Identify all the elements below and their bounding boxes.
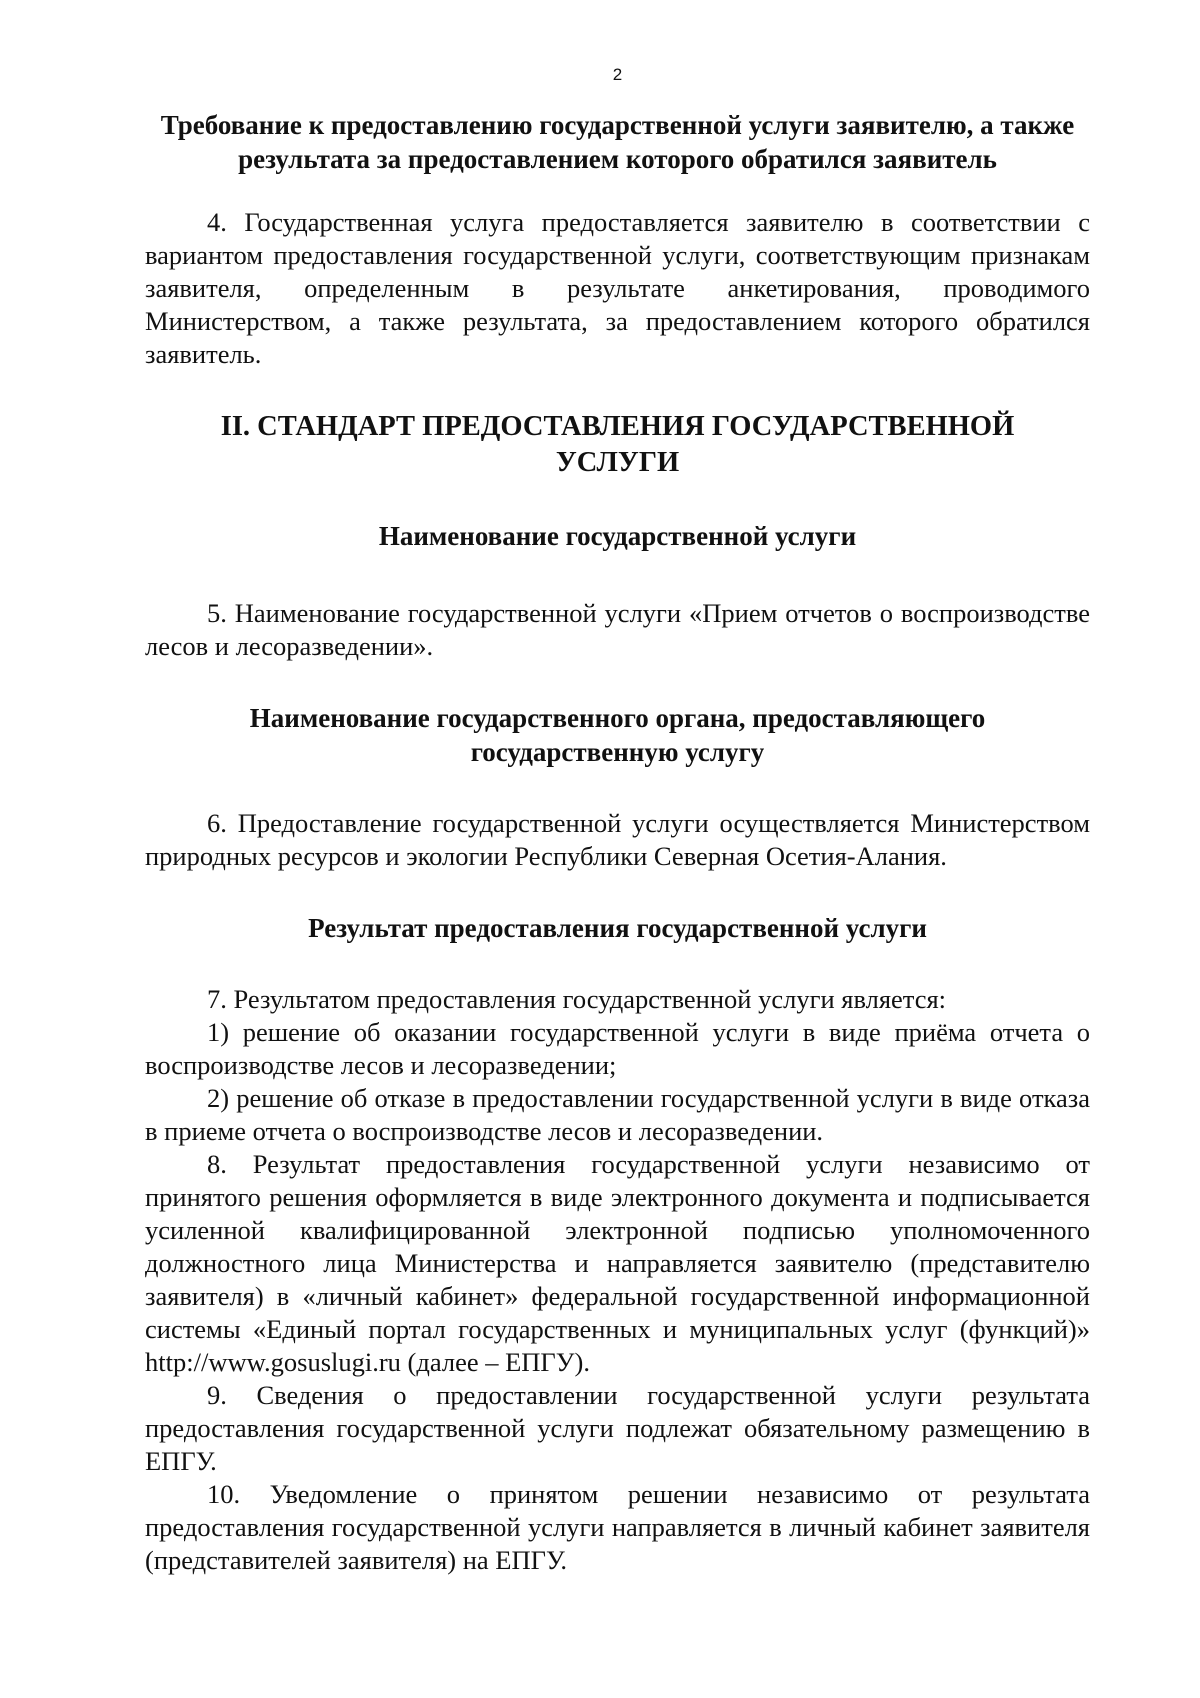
paragraph-10: 10. Уведомление о принятом решении независимо от результата предоставления государственной услуги направляется в личный кабинет заявителя (представителей заявителя) на ЕПГУ. [145,1479,1090,1575]
paragraph-5: 5. Наименование государственной услуги «Прием отчетов о воспроизводстве лесов и лесоразведении». [145,598,1090,661]
document-page [145,64,1090,1577]
requirement-heading: Требование к предоставлению государственной услуги заявителю, а также результата за предоставлением которого обратился заявитель [160,110,1075,174]
organ-heading: Наименование государственного органа, предоставляющего государственную услугу [249,703,986,767]
paragraph-7-item-1: 1) решение об оказании государственной услуги в виде приёма отчета о воспроизводстве лесов и лесоразведении; [145,1017,1090,1080]
standard-heading: II. СТАНДАРТ ПРЕДОСТАВЛЕНИЯ ГОСУДАРСТВЕННОЙ УСЛУГИ [220,411,1015,478]
result-heading: Результат предоставления государственной услуги [308,913,927,943]
service-name-heading: Наименование государственной услуги [378,521,857,551]
paragraph-7-item-2: 2) решение об отказе в предоставлении государственной услуги в виде отказа в приеме отчета о воспроизводстве лесов и лесоразведении. [145,1083,1090,1146]
page-number: 2 [612,65,623,84]
paragraph-6: 6. Предоставление государственной услуги осуществляется Министерством природных ресурсов и экологии Республики Северная Осетия-Алания. [145,808,1090,871]
paragraph-4: 4. Государственная услуга предоставляется заявителю в соответствии с вариантом предоставления государственной услуги, соответствующим признакам заявителя, определенным в результате анкетирования, проводимого Министерством, а также результата, за предоставлением которого обратился заявитель. [145,207,1090,369]
paragraph-9: 9. Сведения о предоставлении государственной услуги результата предоставления государственной услуги подлежат обязательному размещению в ЕПГУ. [145,1380,1090,1476]
paragraph-8: 8. Результат предоставления государственной услуги независимо от принятого решения оформляется в виде электронного документа и подписывается усиленной квалифицированной электронной подписью уполномоченного должностного лица Министерства и направляется заявителю (представителю заявителя) в «личный кабинет» федеральной государственной информационной системы «Единый портал государственных и муниципальных услуг (функций)» http://www.gosuslugi.ru (далее – ЕПГУ). [145,1149,1090,1377]
paragraph-7: 7. Результатом предоставления государственной услуги является: [207,984,947,1014]
